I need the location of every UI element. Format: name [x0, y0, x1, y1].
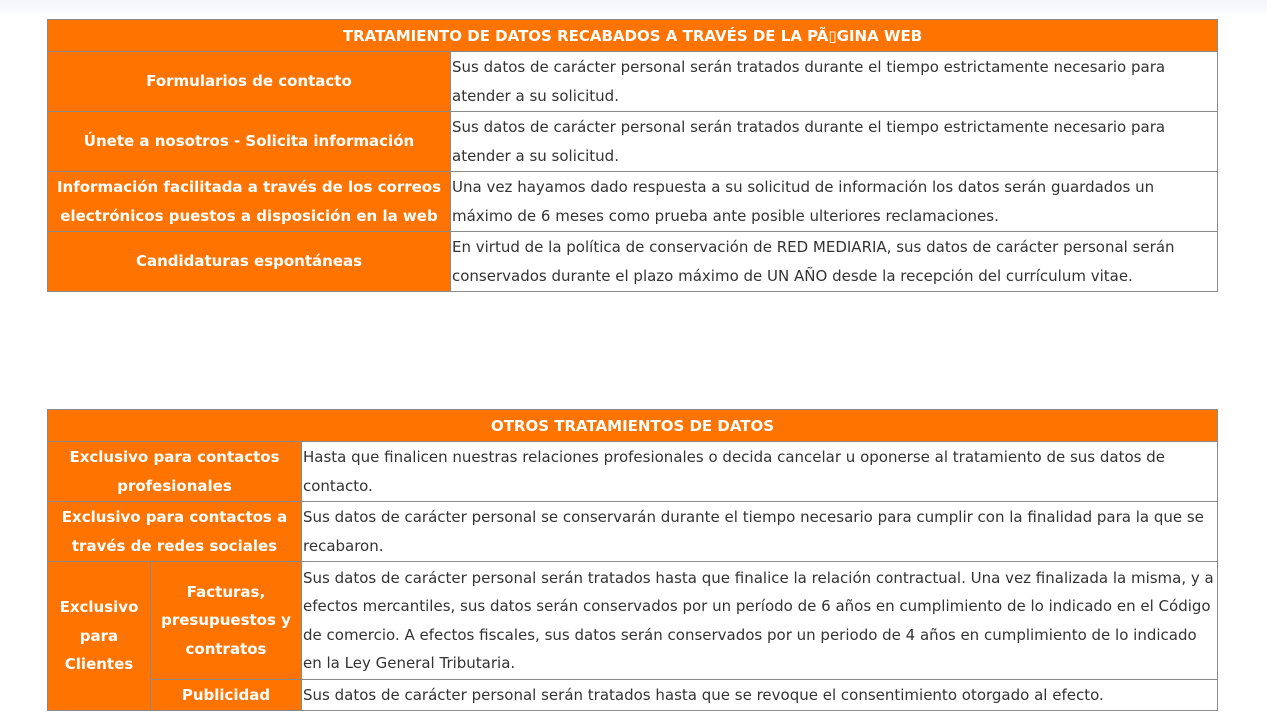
row-label-advertising: Publicidad — [151, 680, 302, 711]
row-text-professional-contacts: Hasta que finalicen nuestras relaciones profesionales o decida cancelar u oponerse al tratamiento de sus datos de contacto. — [302, 442, 1218, 502]
table-row — [48, 172, 1218, 232]
table-row — [48, 112, 1218, 172]
row-label-clients: Exclusivo para Clientes — [48, 562, 151, 711]
row-label-social-contacts: Exclusivo para contactos a través de redes sociales — [48, 502, 302, 562]
table-row — [48, 562, 1218, 680]
table-row — [48, 502, 1218, 562]
row-label-email-info: Información facilitada a través de los correos electrónicos puestos a disposición en la web — [48, 172, 451, 232]
row-label-invoices: Facturas, presupuestos y contratos — [151, 562, 302, 680]
table-row — [48, 232, 1218, 292]
row-label-contact-forms: Formularios de contacto — [48, 52, 451, 112]
web-data-treatment-table — [47, 19, 1218, 292]
row-text-contact-forms: Sus datos de carácter personal serán tratados durante el tiempo estrictamente necesario para atender a su solicitud. — [451, 52, 1218, 112]
other-data-treatment-table — [47, 409, 1218, 711]
row-text-join-us: Sus datos de carácter personal serán tratados durante el tiempo estrictamente necesario para atender a su solicitud. — [451, 112, 1218, 172]
table-row — [48, 442, 1218, 502]
table-row — [48, 52, 1218, 112]
row-text-advertising: Sus datos de carácter personal serán tratados hasta que se revoque el consentimiento otorgado al efecto. — [302, 680, 1218, 711]
row-text-email-info: Una vez hayamos dado respuesta a su solicitud de información los datos serán guardados un máximo de 6 meses como prueba ante posible ulteriores reclamaciones. — [451, 172, 1218, 232]
row-label-professional-contacts: Exclusivo para contactos profesionales — [48, 442, 302, 502]
row-text-invoices: Sus datos de carácter personal serán tratados hasta que finalice la relación contractual. Una vez finalizada la misma, y a efectos mercantiles, sus datos serán conservados por un período de 6 años en cumplimiento de lo indicado en el Código de comercio. A efectos fiscales, sus datos serán conservados por un periodo de 4 años en cumplimiento de lo indicado en la Ley General Tributaria. — [302, 562, 1218, 680]
table-header: OTROS TRATAMIENTOS DE DATOS — [48, 410, 1218, 442]
row-label-applications: Candidaturas espontáneas — [48, 232, 451, 292]
table-row — [48, 680, 1218, 711]
row-text-applications: En virtud de la política de conservación de RED MEDIARIA, sus datos de carácter personal serán conservados durante el plazo máximo de UN AÑO desde la recepción del currículum vitae. — [451, 232, 1218, 292]
table-header: TRATAMIENTO DE DATOS RECABADOS A TRAVÉS DE LA PÃ▯GINA WEB — [48, 20, 1218, 52]
row-label-join-us: Únete a nosotros - Solicita información — [48, 112, 451, 172]
row-text-social-contacts: Sus datos de carácter personal se conservarán durante el tiempo necesario para cumplir con la finalidad para la que se recabaron. — [302, 502, 1218, 562]
